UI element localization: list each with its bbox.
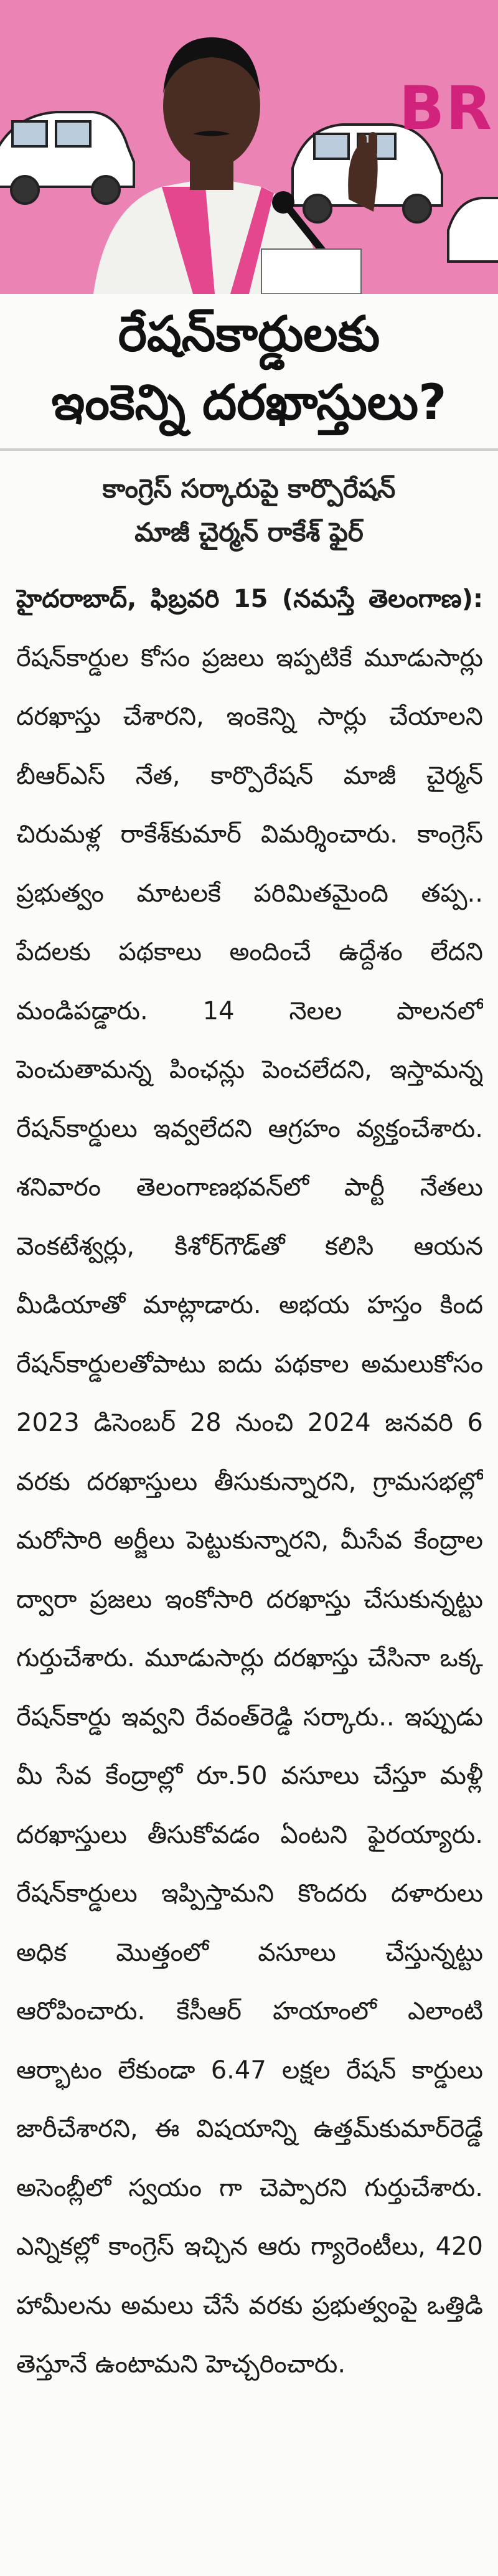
subheadline xyxy=(0,448,498,554)
backdrop-lettering: BR xyxy=(398,73,493,143)
speaker-photo xyxy=(0,0,498,294)
headline-line-2: ఇంకెన్ని దరఖాస్తులు? xyxy=(51,375,447,431)
article-paragraph xyxy=(16,570,483,2394)
subheadline-line-1: కాంగ్రెస్ సర్కారుపై కార్పొరేషన్ xyxy=(102,473,396,504)
press-conference-photo xyxy=(0,0,498,294)
headline-line-1: రేషన్‌కార్డులకు xyxy=(118,306,380,362)
dateline: హైదరాబాద్, ఫిబ్రవరి 15 (నమస్తే తెలంగాణ): xyxy=(16,585,483,613)
subheadline-line-2: మాజీ చైర్మన్ రాకేశ్ ఫైర్ xyxy=(134,517,364,547)
article-body xyxy=(16,570,483,2562)
headline xyxy=(0,300,498,437)
article-text: రేషన్‌కార్డుల కోసం ప్రజలు ఇప్పటికే మూడుసార్లు దరఖాస్తు చేశారని, ఇంకెన్ని సార్లు చేయాలని బీఆర్ఎస్ నేత, కార్పొరేషన్ మాజీ చైర్మన్ చిరుమళ్ల రాకేశ్‌కుమార్ విమర్శించారు. కాంగ్రెస్ ప్రభుత్వం మాటలకే పరిమితమైంది తప్ప.. పేదలకు పథకాలు అందించే ఉద్దేశం లేదని మండిపడ్డారు. 14 నెలల పాలనలో పెంచుతామన్న పింఛన్లు పెంచలేదని, ఇస్తామన్న రేషన్‌కార్డులు ఇవ్వలేదని ఆగ్రహం వ్యక్తంచేశారు. శనివారం తెలంగాణభవన్‌లో పార్టీ నేతలు వెంకటేశ్వర్లు, కిశోర్‌గౌడ్‌తో కలిసి ఆయన మీడియాతో మాట్లాడారు. అభయ హస్తం కింద రేషన్‌కార్డులతోపాటు ఐదు పథకాల అమలుకోసం 2023 డిసెంబర్ 28 నుంచి 2024 జనవరి 6 వరకు దరఖాస్తులు తీసుకున్నారని, గ్రామసభల్లో మరోసారి అర్జీలు పెట్టుకున్నారని, మీసేవ కేంద్రాల ద్వారా ప్రజలు ఇంకోసారి దరఖాస్తు చేసుకున్నట్టు గుర్తుచేశారు. మూడుసార్లు దరఖాస్తు చేసినా ఒక్క రేషన్‌కార్డు ఇవ్వని రేవంత్‌రెడ్డి సర్కారు.. ఇప్పుడు మీ సేవ కేంద్రాల్లో రూ.50 వసూలు చేస్తూ మళ్లీ దరఖాస్తులు తీసుకోవడం ఏంటని ఫైరయ్యారు. రేషన్‌కార్డులు ఇప్పిస్తామని కొందరు దళారులు అధిక మొత్తంలో వసూలు చేస్తున్నట్టు ఆరోపించారు. కేసీఆర్ హయాంలో ఎలాంటి ఆర్భాటం లేకుండా 6.47 లక్షల రేషన్ కార్డులు జారీచేశారని, ఈ విషయాన్ని ఉత్తమ్‌కుమార్‌రెడ్డే అసెంబ్లీలో స్వయం గా చెప్పారని గుర్తుచేశారు. ఎన్నికల్లో కాంగ్రెస్ ఇచ్చిన ఆరు గ్యారెంటీలు, 420 హామీలను అమలు చేసే వరకు ప్రభుత్వంపై ఒత్తిడి తెస్తూనే ఉంటామని హెచ్చరించారు. xyxy=(16,643,483,2379)
